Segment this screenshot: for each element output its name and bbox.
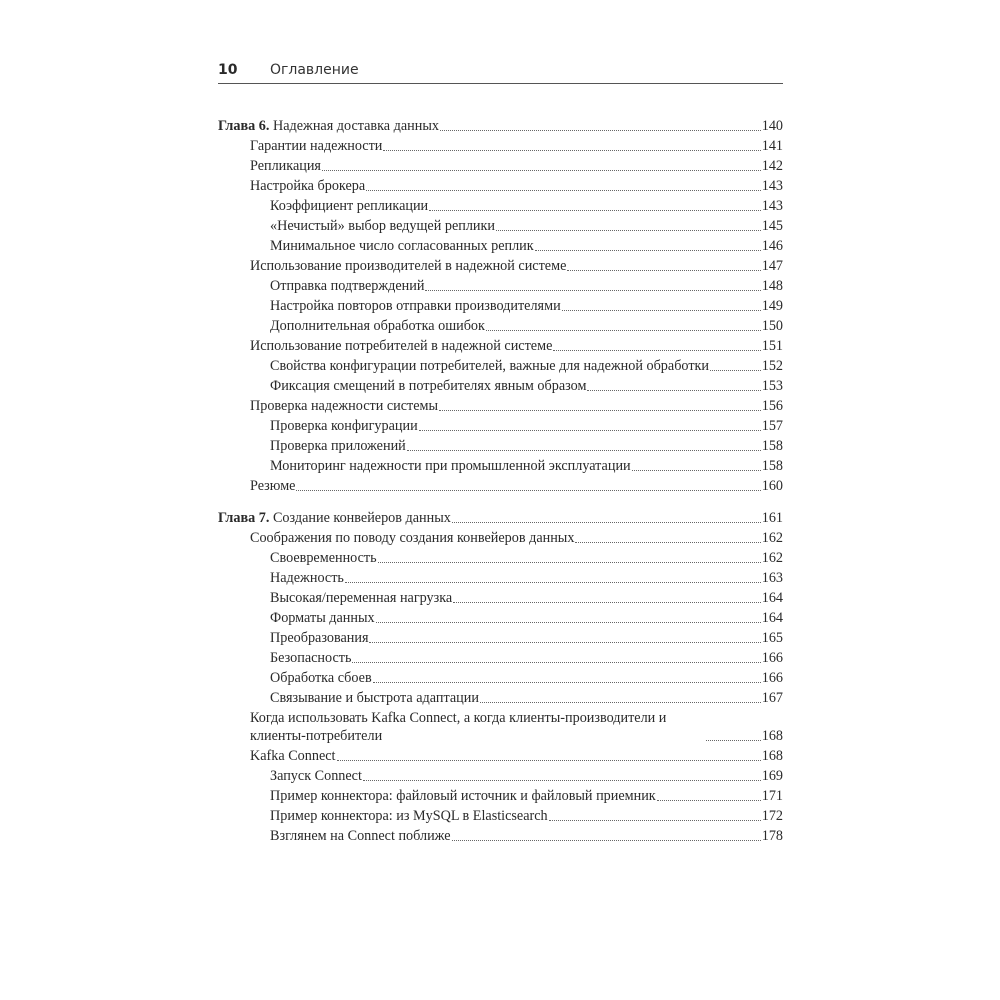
toc-entry[interactable] <box>218 377 783 397</box>
chapter-label: Глава 6. <box>218 118 270 134</box>
entry-page-number: 168 <box>761 728 783 744</box>
entry-title <box>250 257 566 277</box>
toc-entry[interactable] <box>218 157 783 177</box>
entry-title <box>270 297 561 317</box>
dot-leader <box>535 250 761 251</box>
dot-leader <box>440 130 761 131</box>
dot-leader <box>553 350 760 351</box>
entry-page-number: 165 <box>761 630 783 646</box>
entry-page-number: 141 <box>761 138 783 154</box>
entry-title <box>250 137 382 157</box>
entry-title-text: Отправка подтверждений <box>270 278 425 294</box>
entry-page-number: 145 <box>761 218 783 234</box>
toc-entry[interactable] <box>218 477 783 497</box>
entry-page-number: 158 <box>761 458 783 474</box>
dot-leader <box>549 820 761 821</box>
entry-title-text: Создание конвейеров данных <box>272 510 451 526</box>
dot-leader <box>439 410 761 411</box>
toc-entry[interactable] <box>218 649 783 669</box>
dot-leader <box>345 582 761 583</box>
dot-leader <box>567 270 760 271</box>
entry-page-number: 172 <box>761 808 783 824</box>
dot-leader <box>369 642 760 643</box>
entry-title-text: Использование производителей в надежной системе <box>250 258 567 274</box>
dot-leader <box>352 662 760 663</box>
entry-title-text: Запуск Connect <box>270 768 362 784</box>
toc-chapter[interactable] <box>218 509 783 529</box>
entry-page-number: 143 <box>761 198 783 214</box>
toc-entry[interactable] <box>218 609 783 629</box>
entry-title-text: Минимальное число согласованных реплик <box>270 238 534 254</box>
entry-page-number: 158 <box>761 438 783 454</box>
dot-leader <box>452 840 761 841</box>
entry-title-text: Обработка сбоев <box>270 670 372 686</box>
entry-title-text: Kafka Connect <box>250 748 336 764</box>
dot-leader <box>710 370 761 371</box>
entry-page-number: 152 <box>761 358 783 374</box>
toc-entry[interactable] <box>218 529 783 549</box>
dot-leader <box>429 210 761 211</box>
entry-page-number: 164 <box>761 610 783 626</box>
toc-entry[interactable] <box>218 669 783 689</box>
entry-title-text: Гарантии надежности <box>250 138 383 154</box>
entry-title <box>270 827 451 847</box>
entry-page-number: 150 <box>761 318 783 334</box>
toc-entry[interactable] <box>218 807 783 827</box>
entry-title-text: Резюме <box>250 478 296 494</box>
entry-title <box>270 787 656 807</box>
entry-title-text: Проверка надежности системы <box>250 398 439 414</box>
entry-page-number: 140 <box>761 118 783 134</box>
toc-entry[interactable] <box>218 689 783 709</box>
dot-leader <box>486 330 761 331</box>
entry-title <box>270 649 351 669</box>
toc-entry[interactable] <box>218 177 783 197</box>
entry-title <box>270 437 406 457</box>
toc-entry[interactable] <box>218 569 783 589</box>
entry-title <box>250 157 321 177</box>
dot-leader <box>575 542 760 543</box>
entry-page-number: 149 <box>761 298 783 314</box>
entry-title-text: Своевременность <box>270 550 377 566</box>
toc-entry[interactable] <box>218 337 783 357</box>
dot-leader <box>452 522 761 523</box>
entry-title <box>250 529 574 549</box>
dot-leader <box>378 562 761 563</box>
entry-page-number: 157 <box>761 418 783 434</box>
toc-entry[interactable] <box>218 357 783 377</box>
toc-entry[interactable] <box>218 787 783 807</box>
entry-page-number: 161 <box>761 510 783 526</box>
entry-title-text: Пример коннектора: файловый источник и файловый приемник <box>270 788 656 804</box>
entry-page-number: 146 <box>761 238 783 254</box>
dot-leader <box>322 170 761 171</box>
entry-page-number: 166 <box>761 670 783 686</box>
entry-title <box>270 629 368 649</box>
entry-title <box>270 609 375 629</box>
dot-leader <box>587 390 760 391</box>
dot-leader <box>373 682 761 683</box>
entry-title <box>270 237 534 257</box>
toc-entry[interactable] <box>218 417 783 437</box>
entry-title <box>218 509 451 529</box>
toc-entry[interactable] <box>218 457 783 477</box>
entry-title <box>270 417 418 437</box>
page-number: 10 <box>218 62 238 78</box>
entry-page-number: 160 <box>761 478 783 494</box>
dot-leader <box>407 450 761 451</box>
running-title: Оглавление <box>270 62 359 78</box>
entry-page-number: 167 <box>761 690 783 706</box>
entry-title-text: «Нечистый» выбор ведущей реплики <box>270 218 495 234</box>
dot-leader <box>706 740 761 741</box>
dot-leader <box>657 800 761 801</box>
entry-title-text: Проверка конфигурации <box>270 418 418 434</box>
dot-leader <box>419 430 761 431</box>
dot-leader <box>337 760 761 761</box>
entry-title <box>270 357 709 377</box>
entry-title-text: Когда использовать Kafka Connect, а когда клиенты-производители и клиенты-потребители <box>250 710 667 744</box>
dot-leader <box>383 150 760 151</box>
toc-entry[interactable] <box>218 397 783 417</box>
dot-leader <box>376 622 761 623</box>
toc-entry[interactable] <box>218 237 783 257</box>
toc-entry[interactable] <box>218 709 783 747</box>
entry-title <box>250 709 705 747</box>
entry-title <box>270 669 372 689</box>
toc-entry[interactable] <box>218 197 783 217</box>
entry-title-text: Безопасность <box>270 650 352 666</box>
dot-leader <box>366 190 761 191</box>
toc-entry[interactable] <box>218 827 783 847</box>
entry-page-number: 147 <box>761 258 783 274</box>
entry-title <box>250 747 336 767</box>
toc-entry[interactable] <box>218 137 783 157</box>
toc-entry[interactable] <box>218 297 783 317</box>
entry-title-text: Преобразования <box>270 630 369 646</box>
entry-title <box>250 397 438 417</box>
entry-title <box>250 337 552 357</box>
entry-title-text: Взглянем на Connect поближе <box>270 828 451 844</box>
entry-page-number: 162 <box>761 530 783 546</box>
entry-title-text: Свойства конфигурации потребителей, важные для надежной обработки <box>270 358 710 374</box>
entry-title-text: Дополнительная обработка ошибок <box>270 318 485 334</box>
running-header <box>218 60 783 84</box>
entry-title-text: Репликация <box>250 158 321 174</box>
entry-page-number: 168 <box>761 748 783 764</box>
toc-entry[interactable] <box>218 767 783 787</box>
entry-title <box>270 457 631 477</box>
toc-entry[interactable] <box>218 317 783 337</box>
entry-page-number: 156 <box>761 398 783 414</box>
dot-leader <box>496 230 761 231</box>
toc-entry[interactable] <box>218 747 783 767</box>
entry-title-text: Мониторинг надежности при промышленной эксплуатации <box>270 458 631 474</box>
entry-page-number: 164 <box>761 590 783 606</box>
entry-title-text: Пример коннектора: из MySQL в Elasticsearch <box>270 808 548 824</box>
dot-leader <box>480 702 761 703</box>
entry-title-text: Надежная доставка данных <box>272 118 439 134</box>
entry-page-number: 151 <box>761 338 783 354</box>
entry-page-number: 169 <box>761 768 783 784</box>
entry-title-text: Соображения по поводу создания конвейеров данных <box>250 530 575 546</box>
entry-title <box>270 377 586 397</box>
entry-page-number: 142 <box>761 158 783 174</box>
entry-page-number: 162 <box>761 550 783 566</box>
dot-leader <box>425 290 760 291</box>
toc-entry[interactable] <box>218 549 783 569</box>
entry-page-number: 178 <box>761 828 783 844</box>
entry-title <box>270 549 377 569</box>
entry-page-number: 171 <box>761 788 783 804</box>
entry-title-text: Коэффициент репликации <box>270 198 429 214</box>
dot-leader <box>296 490 760 491</box>
entry-page-number: 153 <box>761 378 783 394</box>
entry-title <box>218 117 439 137</box>
entry-title <box>270 689 479 709</box>
entry-title <box>270 767 362 787</box>
entry-title <box>250 477 295 497</box>
entry-title-text: Форматы данных <box>270 610 375 626</box>
toc-entry[interactable] <box>218 437 783 457</box>
toc-entry[interactable] <box>218 277 783 297</box>
entry-title <box>270 589 452 609</box>
toc-entry[interactable] <box>218 629 783 649</box>
dot-leader <box>363 780 761 781</box>
entry-title-text: Проверка приложений <box>270 438 406 454</box>
entry-title-text: Настройка повторов отправки производителями <box>270 298 561 314</box>
entry-title <box>270 569 344 589</box>
table-of-contents <box>218 117 783 847</box>
entry-page-number: 166 <box>761 650 783 666</box>
dot-leader <box>453 602 760 603</box>
dot-leader <box>632 470 761 471</box>
entry-title-text: Надежность <box>270 570 344 586</box>
toc-entry[interactable] <box>218 257 783 277</box>
toc-entry[interactable] <box>218 589 783 609</box>
dot-leader <box>562 310 761 311</box>
entry-title-text: Высокая/переменная нагрузка <box>270 590 453 606</box>
entry-page-number: 143 <box>761 178 783 194</box>
entry-title-text: Настройка брокера <box>250 178 366 194</box>
entry-title-text: Фиксация смещений в потребителях явным образом <box>270 378 587 394</box>
entry-title <box>270 317 485 337</box>
toc-chapter[interactable] <box>218 117 783 137</box>
entry-title <box>270 197 428 217</box>
entry-title <box>250 177 365 197</box>
entry-page-number: 148 <box>761 278 783 294</box>
entry-title-text: Использование потребителей в надежной системе <box>250 338 553 354</box>
entry-title <box>270 217 495 237</box>
entry-title <box>270 277 424 297</box>
chapter-label: Глава 7. <box>218 510 270 526</box>
entry-page-number: 163 <box>761 570 783 586</box>
toc-entry[interactable] <box>218 217 783 237</box>
entry-title <box>270 807 548 827</box>
entry-title-text: Связывание и быстрота адаптации <box>270 690 479 706</box>
